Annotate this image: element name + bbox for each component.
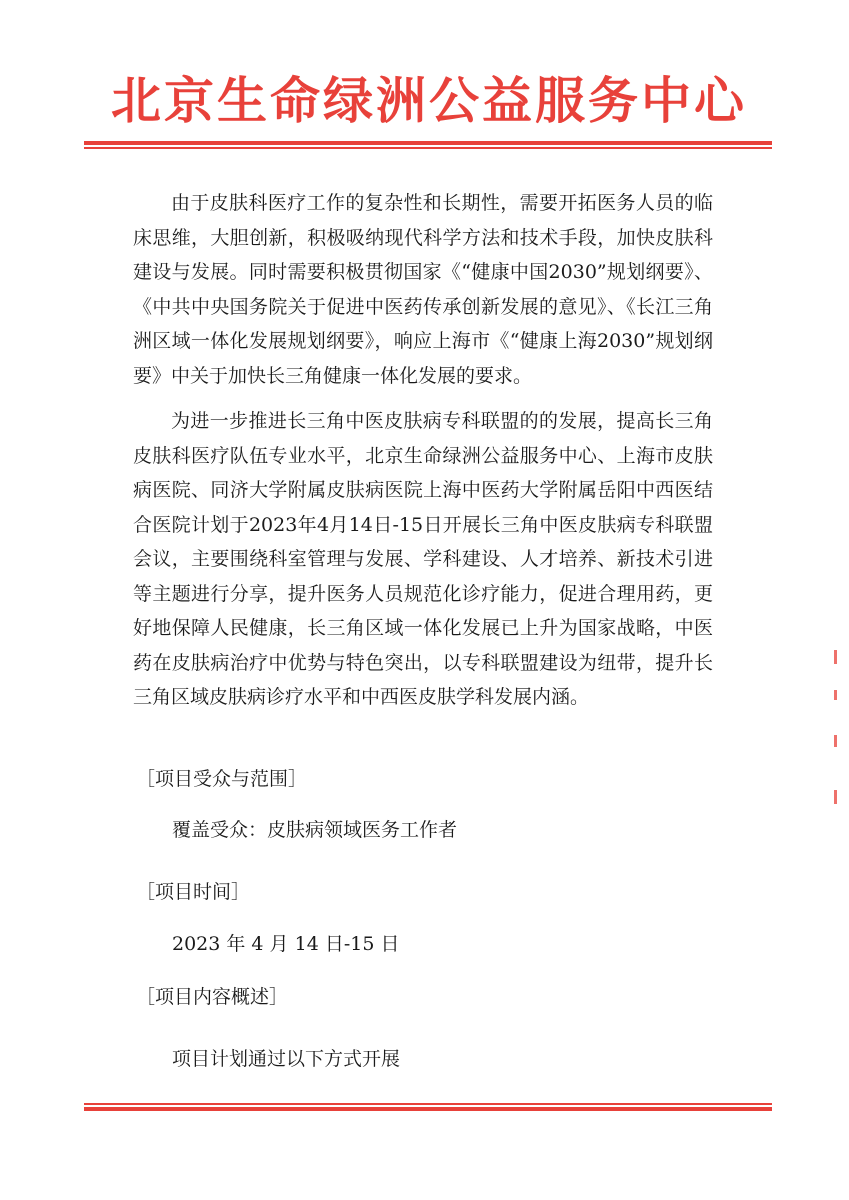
section-content-audience: 覆盖受众：皮肤病领域医务工作者 (172, 819, 458, 841)
section-content-time: 2023 年 4 月 14 日-15 日 (172, 933, 400, 955)
section-heading-time: ［项目时间］ (136, 881, 251, 903)
section-heading-overview: ［项目内容概述］ (136, 986, 289, 1008)
document-body (133, 186, 713, 715)
section-content-overview: 项目计划通过以下方式开展 (172, 1048, 401, 1070)
section-heading-audience: ［项目受众与范围］ (136, 768, 308, 790)
body-paragraph-2: 为进一步推进长三角中医皮肤病专科联盟的的发展，提高长三角皮肤科医疗队伍专业水平，北京生命绿洲公益服务中心、上海市皮肤病医院、同济大学附属皮肤病医院上海中医药大学附属岳阳中西医结合医院计划于2023年4月14日-15日开展长三角中医皮肤病专科联盟会议，主要围绕科室管理与发展、学科建设、人才培养、新技术引进等主题进行分享，提升医务人员规范化诊疗能力，促进合理用药，更好地保障人民健康，长三角区域一体化发展已上升为国家战略，中医药在皮肤病治疗中优势与特色突出，以专科联盟建设为纽带，提升长三角区域皮肤病诊疗水平和中西医皮肤学科发展内涵。 (133, 410, 713, 708)
letterhead-bottom-rule (84, 1103, 772, 1113)
seal-edge-mark (834, 790, 837, 804)
letterhead-title: 北京生命绿洲公益服务中心 (111, 72, 747, 130)
seal-edge-mark (834, 735, 837, 747)
seal-edge-mark (834, 690, 837, 700)
body-paragraph-1: 由于皮肤科医疗工作的复杂性和长期性，需要开拓医务人员的临床思维，大胆创新，积极吸纳现代科学方法和技术手段，加快皮肤科建设与发展。同时需要积极贯彻国家《“健康中国2030”规划纲要》、《中共中央国务院关于促进中医药传承创新发展的意见》、《长江三角洲区域一体化发展规划纲要》，响应上海市《“健康上海2030”规划纲要》中关于加快长三角健康一体化发展的要求。 (133, 192, 713, 387)
seal-edge-mark (834, 650, 837, 664)
letterhead-top-rule (84, 141, 772, 151)
